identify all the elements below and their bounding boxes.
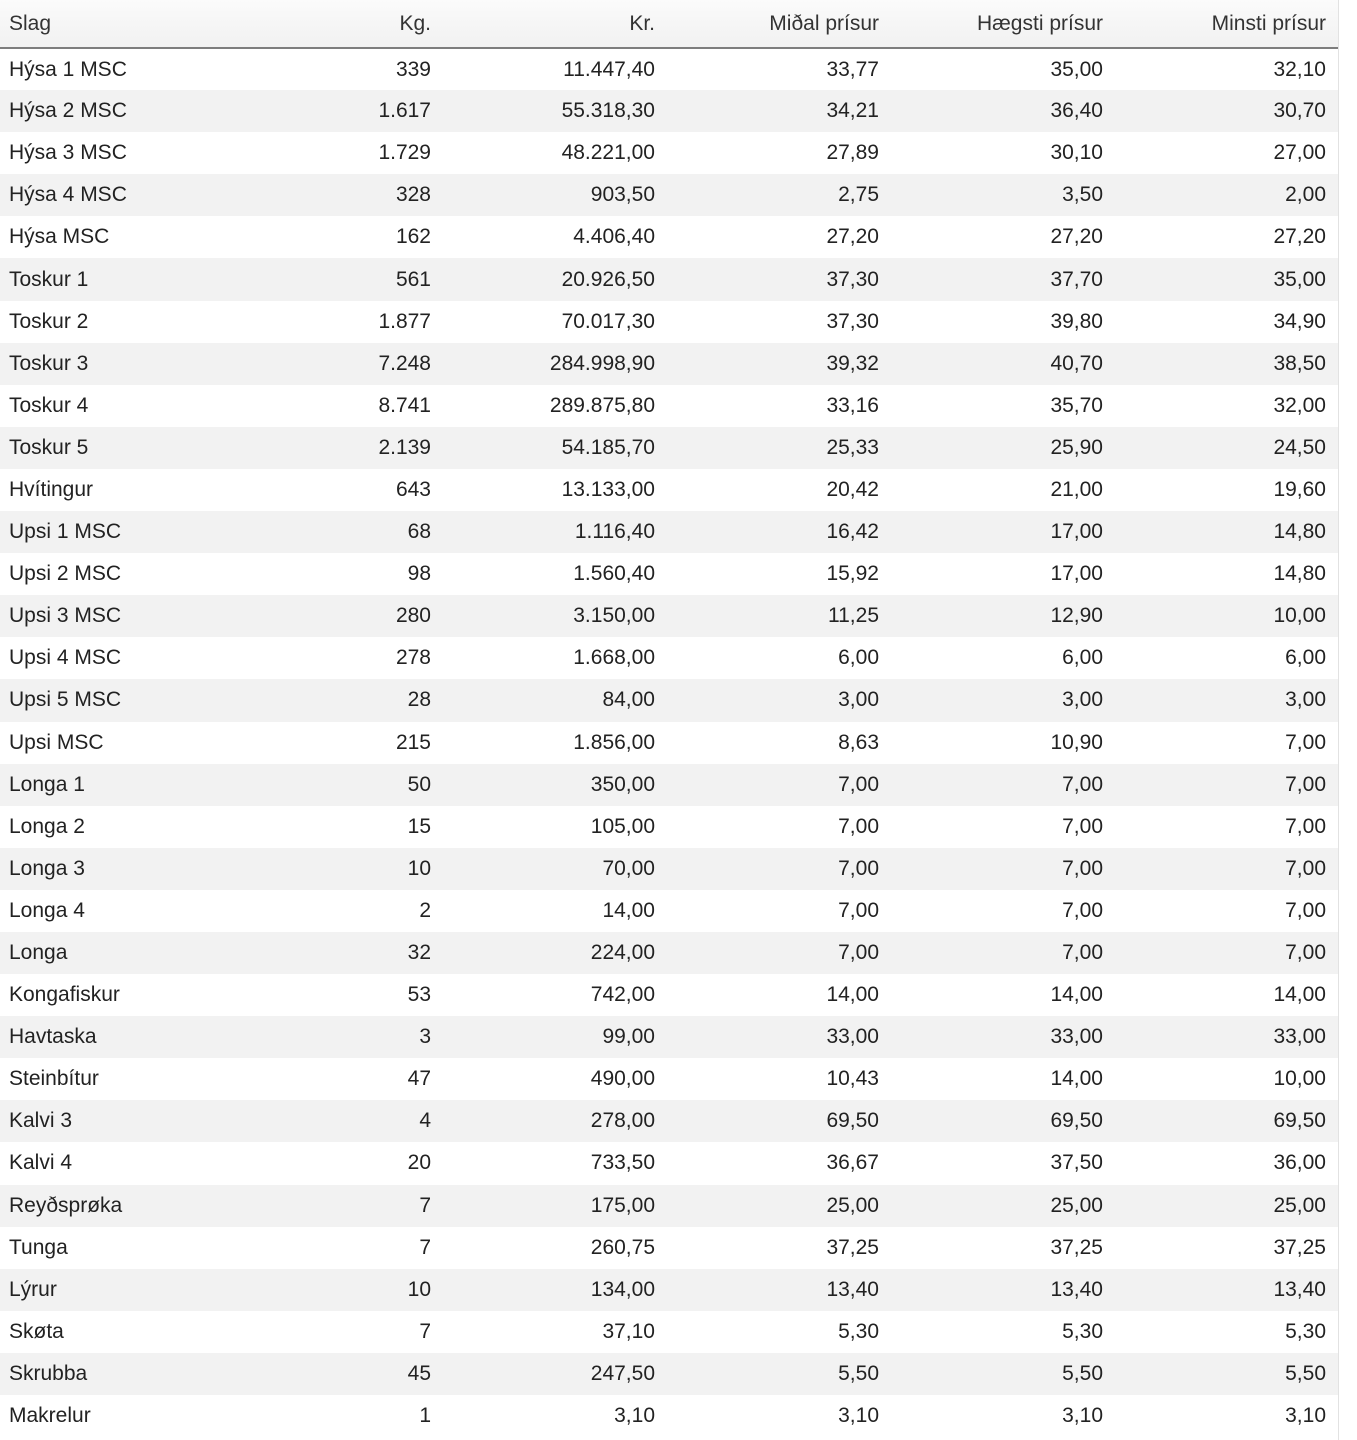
cell-min-price: 33,00 — [1273, 1025, 1326, 1049]
cell-avg-price: 10,43 — [826, 1067, 879, 1091]
cell-avg-price: 27,20 — [826, 225, 879, 249]
cell-kg: 53 — [407, 983, 431, 1007]
scrollbar-track[interactable] — [1339, 0, 1357, 1440]
cell-kg: 3 — [419, 1025, 431, 1049]
cell-kr: 224,00 — [590, 941, 655, 965]
cell-max-price: 12,90 — [1050, 604, 1103, 628]
cell-avg-price: 39,32 — [826, 351, 879, 375]
cell-kg: 643 — [395, 477, 431, 501]
cell-max-price: 21,00 — [1050, 477, 1103, 501]
cell-kr: 1.560,40 — [573, 562, 655, 586]
cell-species: Upsi 1 MSC — [9, 520, 122, 544]
cell-kr: 84,00 — [602, 688, 655, 712]
cell-avg-price: 33,00 — [826, 1025, 879, 1049]
cell-max-price: 39,80 — [1050, 309, 1103, 333]
cell-kr: 3.150,00 — [573, 604, 655, 628]
cell-species: Skøta — [9, 1319, 64, 1343]
cell-kg: 7 — [419, 1319, 431, 1343]
cell-kr: 20.926,50 — [561, 267, 655, 291]
cell-kr: 13.133,00 — [561, 477, 655, 501]
table-row — [0, 1353, 1338, 1395]
cell-min-price: 37,25 — [1273, 1235, 1326, 1259]
cell-min-price: 6,00 — [1285, 646, 1326, 670]
cell-kr: 289.875,80 — [549, 393, 655, 417]
table-row — [0, 848, 1338, 890]
cell-kr: 284.998,90 — [549, 351, 655, 375]
table-row — [0, 1311, 1338, 1353]
cell-species: Hýsa 2 MSC — [9, 99, 127, 123]
column-header-kr[interactable]: Kr. — [443, 0, 667, 48]
table-row — [0, 48, 1338, 90]
cell-min-price: 13,40 — [1273, 1277, 1326, 1301]
cell-max-price: 7,00 — [1062, 898, 1103, 922]
table-row — [0, 890, 1338, 932]
cell-max-price: 30,10 — [1050, 141, 1103, 165]
cell-kr: 99,00 — [602, 1025, 655, 1049]
cell-min-price: 7,00 — [1285, 941, 1326, 965]
cell-kr: 54.185,70 — [561, 435, 655, 459]
cell-min-price: 34,90 — [1273, 309, 1326, 333]
cell-kg: 215 — [395, 730, 431, 754]
cell-species: Tunga — [9, 1235, 68, 1259]
table-row — [0, 385, 1338, 427]
cell-species: Hvítingur — [9, 477, 94, 501]
column-header-min-price[interactable]: Minsti prísur — [1115, 0, 1338, 48]
cell-species: Longa 1 — [9, 772, 85, 796]
cell-min-price: 7,00 — [1285, 814, 1326, 838]
cell-avg-price: 3,00 — [838, 688, 879, 712]
cell-kg: 7 — [419, 1235, 431, 1259]
cell-kg: 20 — [407, 1151, 431, 1175]
table-row — [0, 469, 1338, 511]
cell-max-price: 37,25 — [1050, 1235, 1103, 1259]
table-row — [0, 1227, 1338, 1269]
cell-avg-price: 37,30 — [826, 309, 879, 333]
cell-avg-price: 7,00 — [838, 772, 879, 796]
cell-max-price: 37,50 — [1050, 1151, 1103, 1175]
cell-max-price: 40,70 — [1050, 351, 1103, 375]
cell-kr: 350,00 — [590, 772, 655, 796]
cell-max-price: 37,70 — [1050, 267, 1103, 291]
cell-max-price: 7,00 — [1062, 941, 1103, 965]
cell-kg: 1.729 — [378, 141, 431, 165]
cell-avg-price: 33,77 — [826, 57, 879, 81]
table-row — [0, 1395, 1338, 1437]
cell-min-price: 5,50 — [1285, 1361, 1326, 1385]
cell-species: Kalvi 3 — [9, 1109, 73, 1133]
cell-avg-price: 8,63 — [838, 730, 879, 754]
cell-kr: 4.406,40 — [573, 225, 655, 249]
cell-species: Upsi 3 MSC — [9, 604, 122, 628]
cell-species: Longa 3 — [9, 856, 85, 880]
cell-max-price: 35,70 — [1050, 393, 1103, 417]
cell-species: Toskur 4 — [9, 393, 89, 417]
cell-avg-price: 37,25 — [826, 1235, 879, 1259]
table-row — [0, 764, 1338, 806]
column-header-max-price[interactable]: Hægsti prísur — [891, 0, 1115, 48]
cell-kr: 70.017,30 — [561, 309, 655, 333]
cell-max-price: 3,50 — [1062, 183, 1103, 207]
cell-species: Toskur 2 — [9, 309, 89, 333]
cell-kr: 1.116,40 — [574, 520, 655, 544]
cell-kg: 1.877 — [378, 309, 431, 333]
cell-avg-price: 2,75 — [838, 183, 879, 207]
cell-species: Upsi 5 MSC — [9, 688, 122, 712]
cell-max-price: 13,40 — [1050, 1277, 1103, 1301]
cell-avg-price: 16,42 — [826, 520, 879, 544]
table-row — [0, 806, 1338, 848]
cell-max-price: 5,30 — [1062, 1319, 1103, 1343]
cell-min-price: 3,00 — [1285, 688, 1326, 712]
cell-kr: 733,50 — [590, 1151, 655, 1175]
cell-avg-price: 14,00 — [826, 983, 879, 1007]
cell-max-price: 14,00 — [1050, 983, 1103, 1007]
table-row — [0, 1269, 1338, 1311]
cell-min-price: 7,00 — [1285, 898, 1326, 922]
cell-max-price: 25,00 — [1050, 1193, 1103, 1217]
cell-min-price: 30,70 — [1273, 99, 1326, 123]
table-row — [0, 595, 1338, 637]
cell-max-price: 36,40 — [1050, 99, 1103, 123]
cell-species: Longa 2 — [9, 814, 85, 838]
cell-species: Hýsa MSC — [9, 225, 110, 249]
column-header-kg[interactable]: Kg. — [264, 0, 443, 48]
cell-kg: 45 — [407, 1361, 431, 1385]
cell-kg: 561 — [395, 267, 431, 291]
cell-min-price: 27,00 — [1273, 141, 1326, 165]
header-row — [0, 0, 1338, 48]
cell-max-price: 14,00 — [1050, 1067, 1103, 1091]
cell-min-price: 7,00 — [1285, 730, 1326, 754]
table-row — [0, 974, 1338, 1016]
cell-kg: 339 — [395, 57, 431, 81]
cell-avg-price: 6,00 — [838, 646, 879, 670]
cell-kr: 278,00 — [590, 1109, 655, 1133]
cell-min-price: 14,80 — [1273, 562, 1326, 586]
cell-kr: 247,50 — [590, 1361, 655, 1385]
table-row — [0, 258, 1338, 300]
cell-max-price: 3,00 — [1062, 688, 1103, 712]
table-row — [0, 511, 1338, 553]
table-row — [0, 216, 1338, 258]
cell-species: Upsi MSC — [9, 730, 104, 754]
cell-species: Longa 4 — [9, 898, 85, 922]
cell-min-price: 2,00 — [1285, 183, 1326, 207]
cell-min-price: 19,60 — [1273, 477, 1326, 501]
table-row — [0, 679, 1338, 721]
cell-max-price: 27,20 — [1050, 225, 1103, 249]
cell-max-price: 10,90 — [1050, 730, 1103, 754]
cell-kg: 2.139 — [378, 435, 431, 459]
table-row — [0, 637, 1338, 679]
cell-min-price: 69,50 — [1273, 1109, 1326, 1133]
cell-kg: 10 — [407, 1277, 431, 1301]
cell-kr: 70,00 — [602, 856, 655, 880]
cell-avg-price: 27,89 — [826, 141, 879, 165]
table-row — [0, 343, 1338, 385]
cell-avg-price: 11,25 — [828, 604, 879, 628]
cell-species: Steinbítur — [9, 1067, 99, 1091]
cell-kg: 2 — [419, 898, 431, 922]
cell-kr: 3,10 — [614, 1404, 655, 1428]
cell-min-price: 3,10 — [1285, 1404, 1326, 1428]
cell-species: Skrubba — [9, 1361, 88, 1385]
cell-kr: 134,00 — [590, 1277, 655, 1301]
cell-kr: 175,00 — [590, 1193, 655, 1217]
cell-max-price: 7,00 — [1062, 772, 1103, 796]
table-header — [0, 0, 1338, 48]
cell-kg: 28 — [407, 688, 431, 712]
cell-kr: 11.447,40 — [563, 57, 655, 81]
cell-min-price: 32,10 — [1273, 57, 1326, 81]
cell-kg: 50 — [407, 772, 431, 796]
table-row — [0, 1185, 1338, 1227]
cell-kr: 260,75 — [590, 1235, 655, 1259]
cell-max-price: 5,50 — [1062, 1361, 1103, 1385]
cell-kr: 48.221,00 — [561, 141, 655, 165]
table-row — [0, 722, 1338, 764]
column-header-slag[interactable]: Slag — [0, 0, 264, 48]
cell-min-price: 7,00 — [1285, 772, 1326, 796]
cell-species: Havtaska — [9, 1025, 97, 1049]
column-header-avg-price[interactable]: Miðal prísur — [667, 0, 891, 48]
cell-avg-price: 69,50 — [826, 1109, 879, 1133]
cell-min-price: 24,50 — [1273, 435, 1326, 459]
cell-kg: 328 — [395, 183, 431, 207]
cell-avg-price: 13,40 — [826, 1277, 879, 1301]
table-row — [0, 1016, 1338, 1058]
cell-min-price: 10,00 — [1273, 604, 1326, 628]
cell-species: Hýsa 1 MSC — [9, 57, 127, 81]
table-row — [0, 1058, 1338, 1100]
cell-kr: 1.856,00 — [573, 730, 655, 754]
cell-kg: 278 — [395, 646, 431, 670]
cell-avg-price: 5,50 — [838, 1361, 879, 1385]
cell-kg: 98 — [407, 562, 431, 586]
cell-min-price: 25,00 — [1273, 1193, 1326, 1217]
cell-avg-price: 34,21 — [826, 99, 879, 123]
cell-species: Toskur 3 — [9, 351, 89, 375]
cell-min-price: 14,00 — [1273, 983, 1326, 1007]
cell-max-price: 7,00 — [1062, 814, 1103, 838]
cell-kg: 4 — [419, 1109, 431, 1133]
table-row — [0, 427, 1338, 469]
table-row — [0, 932, 1338, 974]
cell-max-price: 17,00 — [1050, 562, 1103, 586]
cell-avg-price: 7,00 — [838, 941, 879, 965]
cell-kg: 10 — [407, 856, 431, 880]
cell-species: Longa — [9, 941, 68, 965]
cell-kg: 162 — [395, 225, 431, 249]
cell-kr: 742,00 — [590, 983, 655, 1007]
cell-max-price: 69,50 — [1050, 1109, 1103, 1133]
cell-kr: 14,00 — [602, 898, 655, 922]
cell-max-price: 35,00 — [1050, 57, 1103, 81]
cell-kg: 1 — [419, 1404, 431, 1428]
cell-kg: 8.741 — [378, 393, 431, 417]
cell-species: Reyðsprøka — [9, 1193, 123, 1217]
cell-kr: 903,50 — [590, 183, 655, 207]
cell-avg-price: 7,00 — [838, 814, 879, 838]
cell-avg-price: 20,42 — [826, 477, 879, 501]
cell-avg-price: 5,30 — [838, 1319, 879, 1343]
cell-avg-price: 33,16 — [826, 393, 879, 417]
cell-kg: 7 — [419, 1193, 431, 1217]
cell-species: Lýrur — [9, 1277, 57, 1301]
cell-kr: 55.318,30 — [561, 99, 655, 123]
cell-kg: 280 — [395, 604, 431, 628]
table-row — [0, 174, 1338, 216]
cell-avg-price: 7,00 — [838, 856, 879, 880]
cell-species: Upsi 2 MSC — [9, 562, 122, 586]
cell-species: Hýsa 3 MSC — [9, 141, 127, 165]
cell-species: Toskur 5 — [9, 435, 89, 459]
cell-max-price: 3,10 — [1062, 1404, 1103, 1428]
cell-kg: 15 — [407, 814, 431, 838]
table-row — [0, 1142, 1338, 1184]
table-row — [0, 1100, 1338, 1142]
cell-kr: 105,00 — [590, 814, 655, 838]
cell-min-price: 10,00 — [1273, 1067, 1326, 1091]
cell-min-price: 14,80 — [1273, 520, 1326, 544]
table-body — [0, 48, 1338, 1437]
cell-avg-price: 37,30 — [826, 267, 879, 291]
cell-max-price: 6,00 — [1062, 646, 1103, 670]
cell-species: Upsi 4 MSC — [9, 646, 122, 670]
cell-min-price: 35,00 — [1273, 267, 1326, 291]
cell-species: Hýsa 4 MSC — [9, 183, 127, 207]
cell-kg: 47 — [407, 1067, 431, 1091]
cell-avg-price: 25,00 — [826, 1193, 879, 1217]
table-row — [0, 132, 1338, 174]
cell-avg-price: 36,67 — [826, 1151, 879, 1175]
cell-avg-price: 3,10 — [838, 1404, 879, 1428]
cell-min-price: 38,50 — [1273, 351, 1326, 375]
table-row — [0, 90, 1338, 132]
cell-avg-price: 25,33 — [826, 435, 879, 459]
cell-kr: 490,00 — [590, 1067, 655, 1091]
cell-min-price: 36,00 — [1273, 1151, 1326, 1175]
cell-max-price: 17,00 — [1050, 520, 1103, 544]
cell-min-price: 32,00 — [1273, 393, 1326, 417]
cell-species: Toskur 1 — [9, 267, 89, 291]
cell-kg: 32 — [407, 941, 431, 965]
cell-species: Kalvi 4 — [9, 1151, 73, 1175]
cell-kg: 7.248 — [378, 351, 431, 375]
cell-species: Makrelur — [9, 1404, 91, 1428]
cell-kr: 1.668,00 — [573, 646, 655, 670]
cell-avg-price: 7,00 — [838, 898, 879, 922]
cell-kg: 1.617 — [378, 99, 431, 123]
cell-kr: 37,10 — [602, 1319, 655, 1343]
cell-kg: 68 — [407, 520, 431, 544]
cell-max-price: 25,90 — [1050, 435, 1103, 459]
cell-min-price: 7,00 — [1285, 856, 1326, 880]
cell-min-price: 5,30 — [1285, 1319, 1326, 1343]
table-row — [0, 553, 1338, 595]
cell-max-price: 7,00 — [1062, 856, 1103, 880]
cell-min-price: 27,20 — [1273, 225, 1326, 249]
table-row — [0, 301, 1338, 343]
cell-max-price: 33,00 — [1050, 1025, 1103, 1049]
cell-avg-price: 15,92 — [826, 562, 879, 586]
cell-species: Kongafiskur — [9, 983, 120, 1007]
